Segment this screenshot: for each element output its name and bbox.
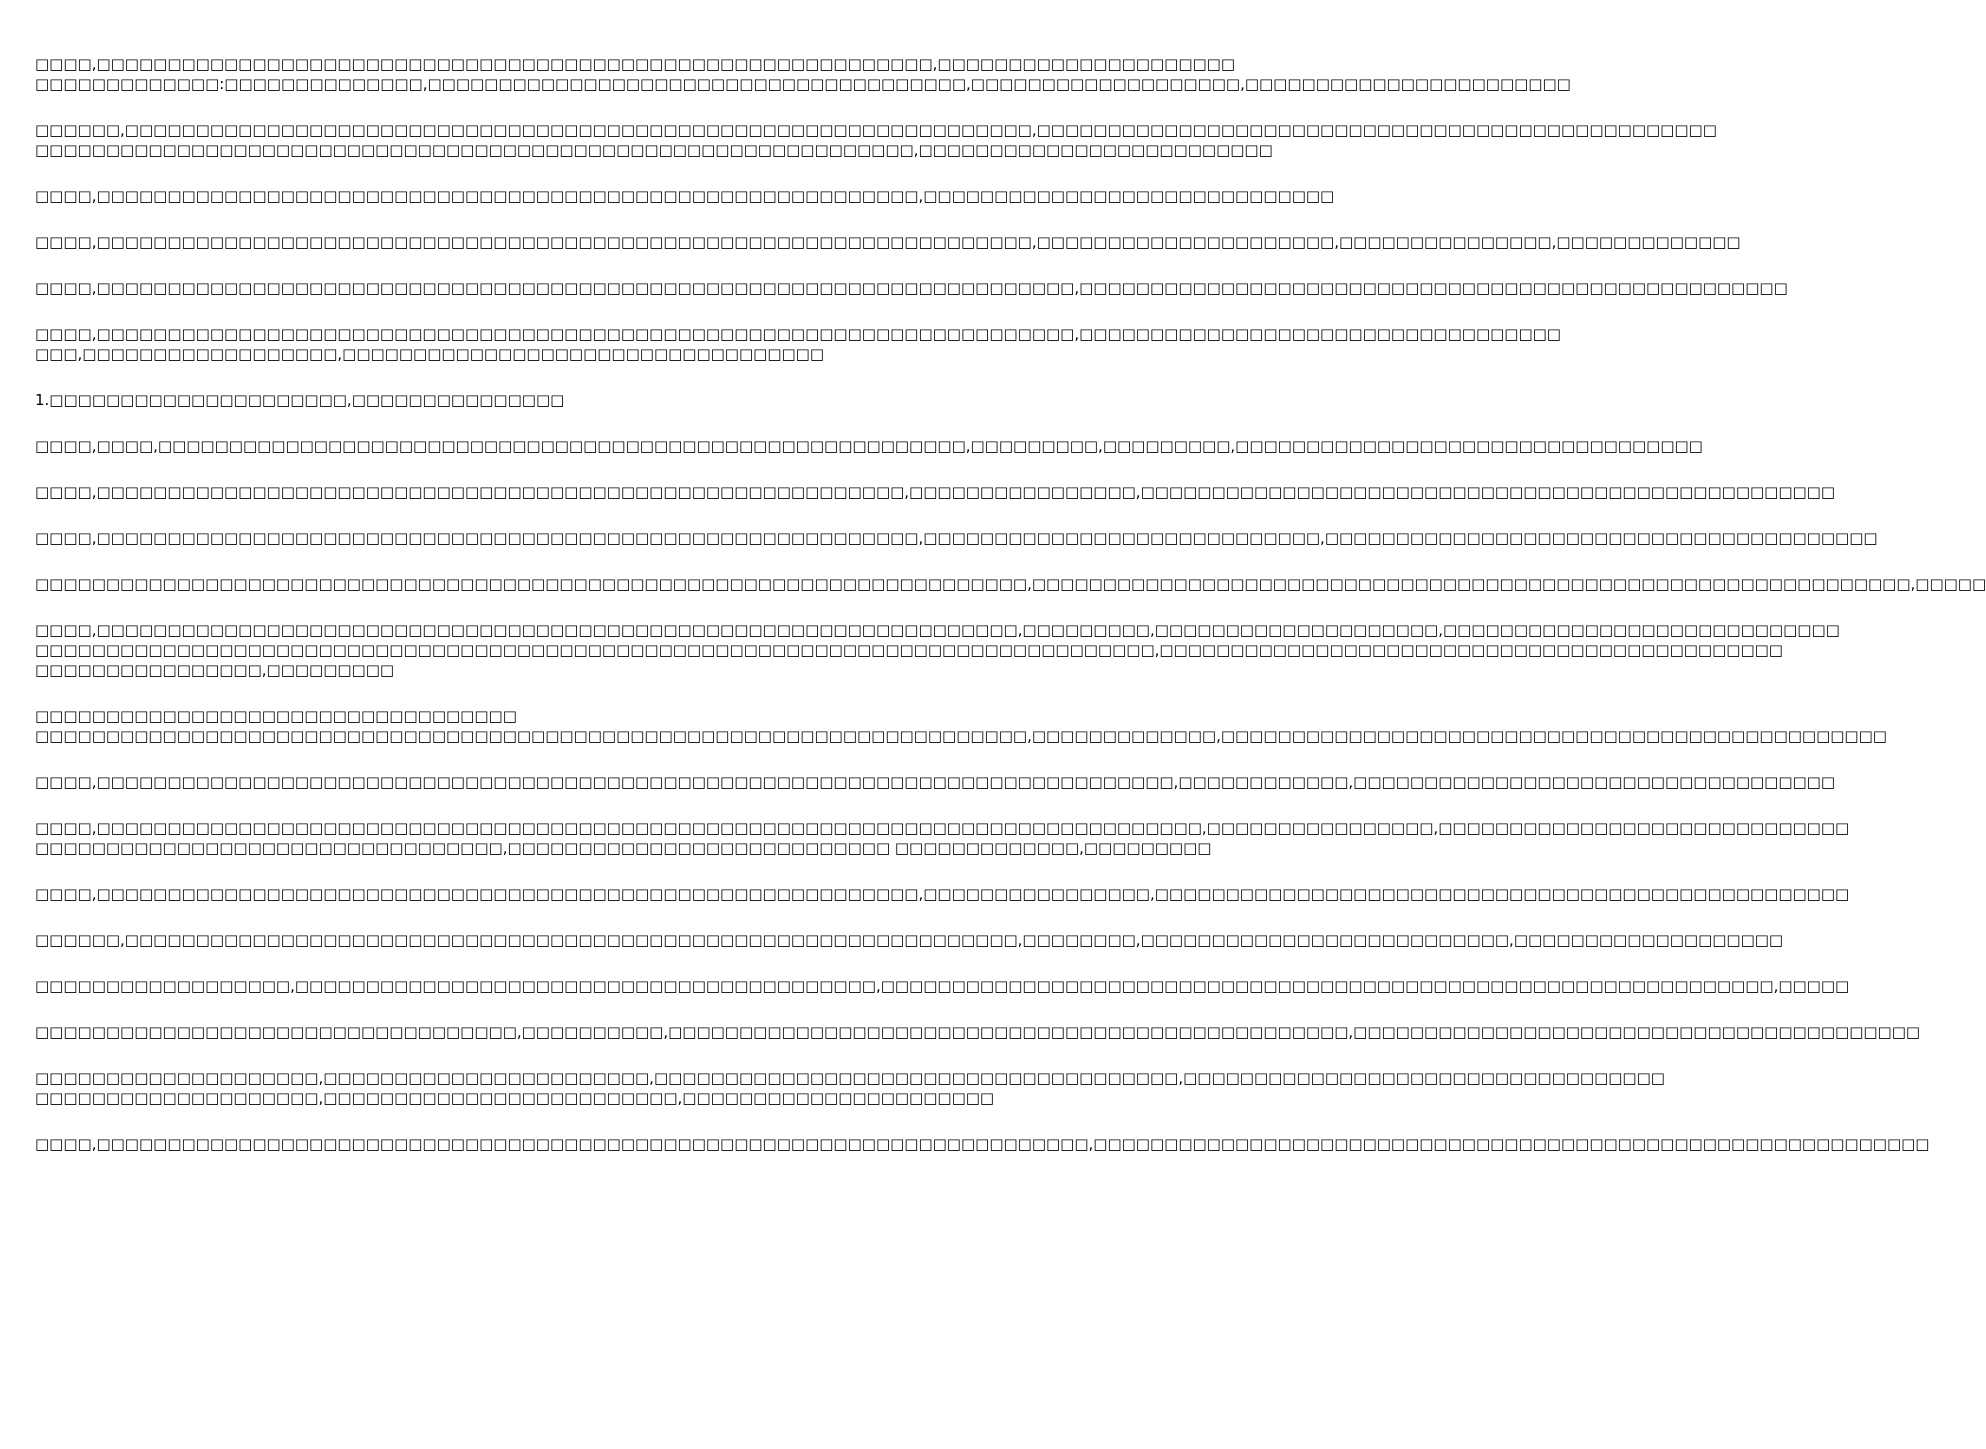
paragraph bbox=[35, 574, 1986, 594]
paragraph bbox=[35, 772, 1836, 792]
text-line: □□□□,□□□□□□□□□□□□□□□□□□□□□□□□□□□□□□□□□□□□□□□□□□□□□□□□□□□□□□□□□□□□□□□□□□□□□□□□□□□□□□,□□□□□□□□□□□□□□□□,□□□□□□□□□□□□□□□□□□□□□□□□□□□□□ bbox=[35, 819, 1850, 837]
document-page bbox=[35, 54, 1986, 1180]
paragraph bbox=[35, 930, 1784, 950]
paragraph bbox=[35, 232, 1741, 252]
text-line: □□□□,□□□□□□□□□□□□□□□□□□□□□□□□□□□□□□□□□□□□□□□□□□□□□□□□□□□□□□□□□□,□□□□□□□□□□□□□□□□,□□□□□□□□□□□□□□□□□□□□□□□□□□□□□□□□□□□□□□□□□□□□□□□□□ bbox=[35, 885, 1850, 903]
text-line: □□□□□□□□□□□□□:□□□□□□□□□□□□□□,□□□□□□□□□□□□□□□□□□□□□□□□□□□□□□□□□□□□□□,□□□□□□□□□□□□□□□□□□□,□□□□□□□□□□□□□□□□□□□□□□□ bbox=[35, 75, 1571, 93]
text-line: □□□□□□□□□□□□□□□□□□□□□□□□□□□□□□□□□□□□□□□□□□□□□□□□□□□□□□□□□□□□□□□□□□□□□□,□□□□□□□□□□□□□□□□□□□□□□□□□□□□□□□□□□□□□□□□□□□□□□□□□□□□□□□□□□□□□□,□□□□□ bbox=[35, 575, 1986, 593]
text-line: □□□□,□□□□□□□□□□□□□□□□□□□□□□□□□□□□□□□□□□□□□□□□□□□□□□□□□□□□□□□□□□,□□□□□□□□□□□□□□□□□□□□□□□□□□□□,□□□□□□□□□□□□□□□□□□□□□□□□□□□□□□□□□□□□□□□ bbox=[35, 529, 1878, 547]
paragraph bbox=[35, 1134, 1930, 1154]
paragraph bbox=[35, 324, 1561, 364]
paragraph bbox=[35, 1022, 1921, 1042]
text-line: □□□□,□□□□□□□□□□□□□□□□□□□□□□□□□□□□□□□□□□□□□□□□□□□□□□□□□□□□□□□□□□□□□□□□□□□□□,□□□□□□□□□□□□□□□□□□□□□□□□□□□□□□□□□□□□□□□□□□□□□□□□□□ bbox=[35, 279, 1788, 297]
paragraph bbox=[35, 884, 1850, 904]
text-line: □□□□□□□□□□□□□□□□□□□□□□□□□□□□□□□□□□□□□□□□□□□□□□□□□□□□□□□□□□□□□□□□□□□□□□□□□□□□□□□,□□□□□□□□□□□□□□□□□□□□□□□□□□□□□□□□□□□□□□□□□□□□ bbox=[35, 641, 1783, 659]
paragraph bbox=[35, 706, 990, 726]
text-line: □□□□,□□□□,□□□□□□□□□□□□□□□□□□□□□□□□□□□□□□□□□□□□□□□□□□□□□□□□□□□□□□□□□,□□□□□□□□□,□□□□□□□□□,□□□□□□□□□□□□□□□□□□□□□□□□□□□□□□□□□ bbox=[35, 437, 1703, 455]
text-line: □□□□□□□□□□□□□□□□□□□□,□□□□□□□□□□□□□□□□□□□□□□□,□□□□□□□□□□□□□□□□□□□□□□□□□□□□□□□□□□□□□,□□□□□□□□□□□□□□□□□□□□□□□□□□□□□□□□□□ bbox=[35, 1069, 1665, 1087]
text-line: 1.□□□□□□□□□□□□□□□□□□□□□,□□□□□□□□□□□□□□□ bbox=[35, 391, 565, 409]
paragraph bbox=[35, 1068, 1665, 1108]
text-line: □□□□,□□□□□□□□□□□□□□□□□□□□□□□□□□□□□□□□□□□□□□□□□□□□□□□□□□□□□□□□□,□□□□□□□□□□□□□□□□,□□□□□□□□□□□□□□□□□□□□□□□□□□□□□□□□□□□□□□□□□□□□□□□□□ bbox=[35, 483, 1836, 501]
text-line: □□□□□□□□□□□□□□□□□□□□□□□□□□□□□□□□□□ bbox=[35, 707, 517, 725]
paragraph bbox=[35, 54, 1571, 94]
text-line: □□□□□□□□□□□□□□□□,□□□□□□□□□ bbox=[35, 661, 395, 679]
text-line: □□□□,□□□□□□□□□□□□□□□□□□□□□□□□□□□□□□□□□□□□□□□□□□□□□□□□□□□□□□□□□□□□□□□□□□□□□□,□□□□□□□□□□□□□□□□□□□□□□□□□□□□□□□□□□□□□□□□□□□□□□□□□□□□□□□□□□□ bbox=[35, 1135, 1930, 1153]
paragraph bbox=[35, 120, 1717, 160]
text-line: □□□□,□□□□□□□□□□□□□□□□□□□□□□□□□□□□□□□□□□□□□□□□□□□□□□□□□□□□□□□□□□,□□□□□□□□□□□□□□□□□□□□□□□□□□□□□ bbox=[35, 187, 1335, 205]
paragraph bbox=[35, 620, 1840, 680]
text-line: □□□□□□□□□□□□□□□□□□,□□□□□□□□□□□□□□□□□□□□□□□□□□□□□□□□□□□□□□□□□,□□□□□□□□□□□□□□□□□□□□□□□□□□□□□□□□□□□□□□□□□□□□□□□□□□□□□□□□□□□□□□□,□□□□□ bbox=[35, 977, 1850, 995]
text-line: □□□□□□□□□□□□□□□□□□□□□□□□□□□□□□□□□□□□□□□□□□□□□□□□□□□□□□□□□□□□□□□□□□□□□□,□□□□□□□□□□□□□,□□□□□□□□□□□□□□□□□□□□□□□□□□□□□□□□□□□□□□□□□□□□□□□ bbox=[35, 727, 1887, 745]
text-line: □□□□□□□□□□□□□□□□□□□□,□□□□□□□□□□□□□□□□□□□□□□□□□,□□□□□□□□□□□□□□□□□□□□□□ bbox=[35, 1089, 995, 1107]
paragraph bbox=[35, 278, 1788, 298]
paragraph bbox=[35, 818, 1850, 858]
paragraph bbox=[35, 528, 1878, 548]
text-line: □□□□□□□□□□□□□□□□□□□□□□□□□□□□□□□□□,□□□□□□□□□□□□□□□□□□□□□□□□□□□ □□□□□□□□□□□□□,□□□□□□□□□ bbox=[35, 839, 1212, 857]
paragraph bbox=[35, 726, 1887, 746]
text-line: □□□□□□,□□□□□□□□□□□□□□□□□□□□□□□□□□□□□□□□□□□□□□□□□□□□□□□□□□□□□□□□□□□□□□□□,□□□□□□□□□□□□□□□□□□□□□□□□□□□□□□□□□□□□□□□□□□□□□□□□ bbox=[35, 121, 1717, 139]
paragraph bbox=[35, 390, 990, 410]
text-line: □□□□,□□□□□□□□□□□□□□□□□□□□□□□□□□□□□□□□□□□□□□□□□□□□□□□□□□□□□□□□□□□□□□□□□□,□□□□□□□□□□□□□□□□□□□□□,□□□□□□□□□□□□□□□,□□□□□□□□□□□□□ bbox=[35, 233, 1741, 251]
text-line: □□□□□□□□□□□□□□□□□□□□□□□□□□□□□□□□□□,□□□□□□□□□□,□□□□□□□□□□□□□□□□□□□□□□□□□□□□□□□□□□□□□□□□□□□□□□□□,□□□□□□□□□□□□□□□□□□□□□□□□□□□□□□□□□□□□□□□□ bbox=[35, 1023, 1921, 1041]
paragraph bbox=[35, 436, 1703, 456]
paragraph bbox=[35, 976, 1850, 996]
text-line: □□□□,□□□□□□□□□□□□□□□□□□□□□□□□□□□□□□□□□□□□□□□□□□□□□□□□□□□□□□□□□□□□□□□□□□□□□,□□□□□□□□□□□□□□□□□□□□□□□□□□□□□□□□□□ bbox=[35, 325, 1561, 343]
text-line: □□□□,□□□□□□□□□□□□□□□□□□□□□□□□□□□□□□□□□□□□□□□□□□□□□□□□□□□□□□□□□□□□□□□□□□□□□□□□□□□□,□□□□□□□□□□□□,□□□□□□□□□□□□□□□□□□□□□□□□□□□□□□□□□□ bbox=[35, 773, 1836, 791]
text-line: □□□□□□,□□□□□□□□□□□□□□□□□□□□□□□□□□□□□□□□□□□□□□□□□□□□□□□□□□□□□□□□□□□□□□□,□□□□□□□□,□□□□□□□□□□□□□□□□□□□□□□□□□□,□□□□□□□□□□□□□□□□□□□ bbox=[35, 931, 1784, 949]
text-line: □□□,□□□□□□□□□□□□□□□□□□,□□□□□□□□□□□□□□□□□□□□□□□□□□□□□□□□□□ bbox=[35, 345, 825, 363]
paragraph bbox=[35, 482, 1836, 502]
paragraph bbox=[35, 186, 1335, 206]
text-line: □□□□,□□□□□□□□□□□□□□□□□□□□□□□□□□□□□□□□□□□□□□□□□□□□□□□□□□□□□□□□□□□,□□□□□□□□□□□□□□□□□□□□□ bbox=[35, 55, 1236, 73]
text-line: □□□□,□□□□□□□□□□□□□□□□□□□□□□□□□□□□□□□□□□□□□□□□□□□□□□□□□□□□□□□□□□□□□□□□□,□□□□□□□□□,□□□□□□□□□□□□□□□□□□□□,□□□□□□□□□□□□□□□□□□□□□□□□□□□□ bbox=[35, 621, 1840, 639]
text-line: □□□□□□□□□□□□□□□□□□□□□□□□□□□□□□□□□□□□□□□□□□□□□□□□□□□□□□□□□□□□□□,□□□□□□□□□□□□□□□□□□□□□□□□□ bbox=[35, 141, 1273, 159]
